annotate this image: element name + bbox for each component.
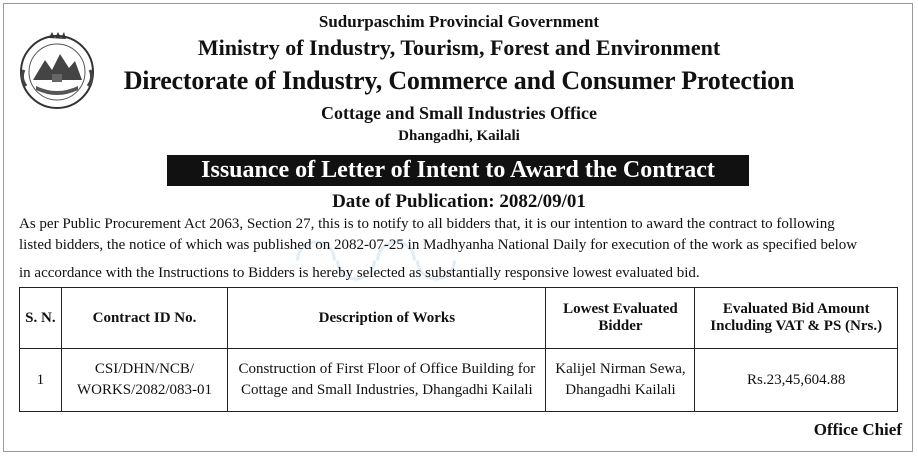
office-location: Dhangadhi, Kailali — [398, 128, 520, 144]
government-name: Sudurpaschim Provincial Government — [318, 12, 600, 31]
signature: Office Chief — [813, 420, 902, 439]
office-name: Cottage and Small Industries Office — [321, 103, 597, 123]
cell-amount: Rs.23,45,604.88 — [695, 349, 898, 412]
header-contract-id: Contract ID No. — [61, 288, 227, 349]
watermark: ◠◡◠◡ — [296, 227, 456, 287]
header-amount: Evaluated Bid Amount Including VAT & PS (Nrs.) — [695, 288, 898, 349]
cell-sn: 1 — [20, 349, 62, 412]
header-sn: S. N. — [20, 288, 62, 349]
ministry-name: Ministry of Industry, Tourism, Forest and Environment — [197, 35, 721, 60]
cell-bidder: Kalijel Nirman Sewa, Dhangadhi Kailali — [546, 349, 695, 412]
notice-body-line: As per Public Procurement Act 2063, Section 27, this is to notify to all bidders that, it is our intention to award the contract to following — [19, 216, 835, 232]
cell-description: Construction of First Floor of Office Building for Cottage and Small Industries, Dhangadhi Kailali — [228, 349, 546, 412]
header-description: Description of Works — [228, 288, 546, 349]
cell-contract-id: CSI/DHN/NCB/ WORKS/2082/083-01 — [61, 349, 227, 412]
notice-title: Issuance of Letter of Intent to Award the Contract — [167, 155, 749, 186]
table-row — [20, 349, 898, 412]
directorate-name: Directorate of Industry, Commerce and Consumer Protection — [123, 66, 795, 95]
award-table — [19, 287, 898, 412]
table-header-row — [20, 288, 898, 349]
notice-body-line: listed bidders, the notice of which was published on 2082-07-25 in Madhyanha National Daily for execution of the work as specified below — [19, 237, 858, 253]
publication-date: Date of Publication: 2082/09/01 — [332, 191, 586, 212]
notice-body-line: in accordance with the Instructions to Bidders is hereby selected as substantially responsive lowest evaluated bid. — [19, 265, 700, 281]
header-bidder: Lowest Evaluated Bidder — [546, 288, 695, 349]
